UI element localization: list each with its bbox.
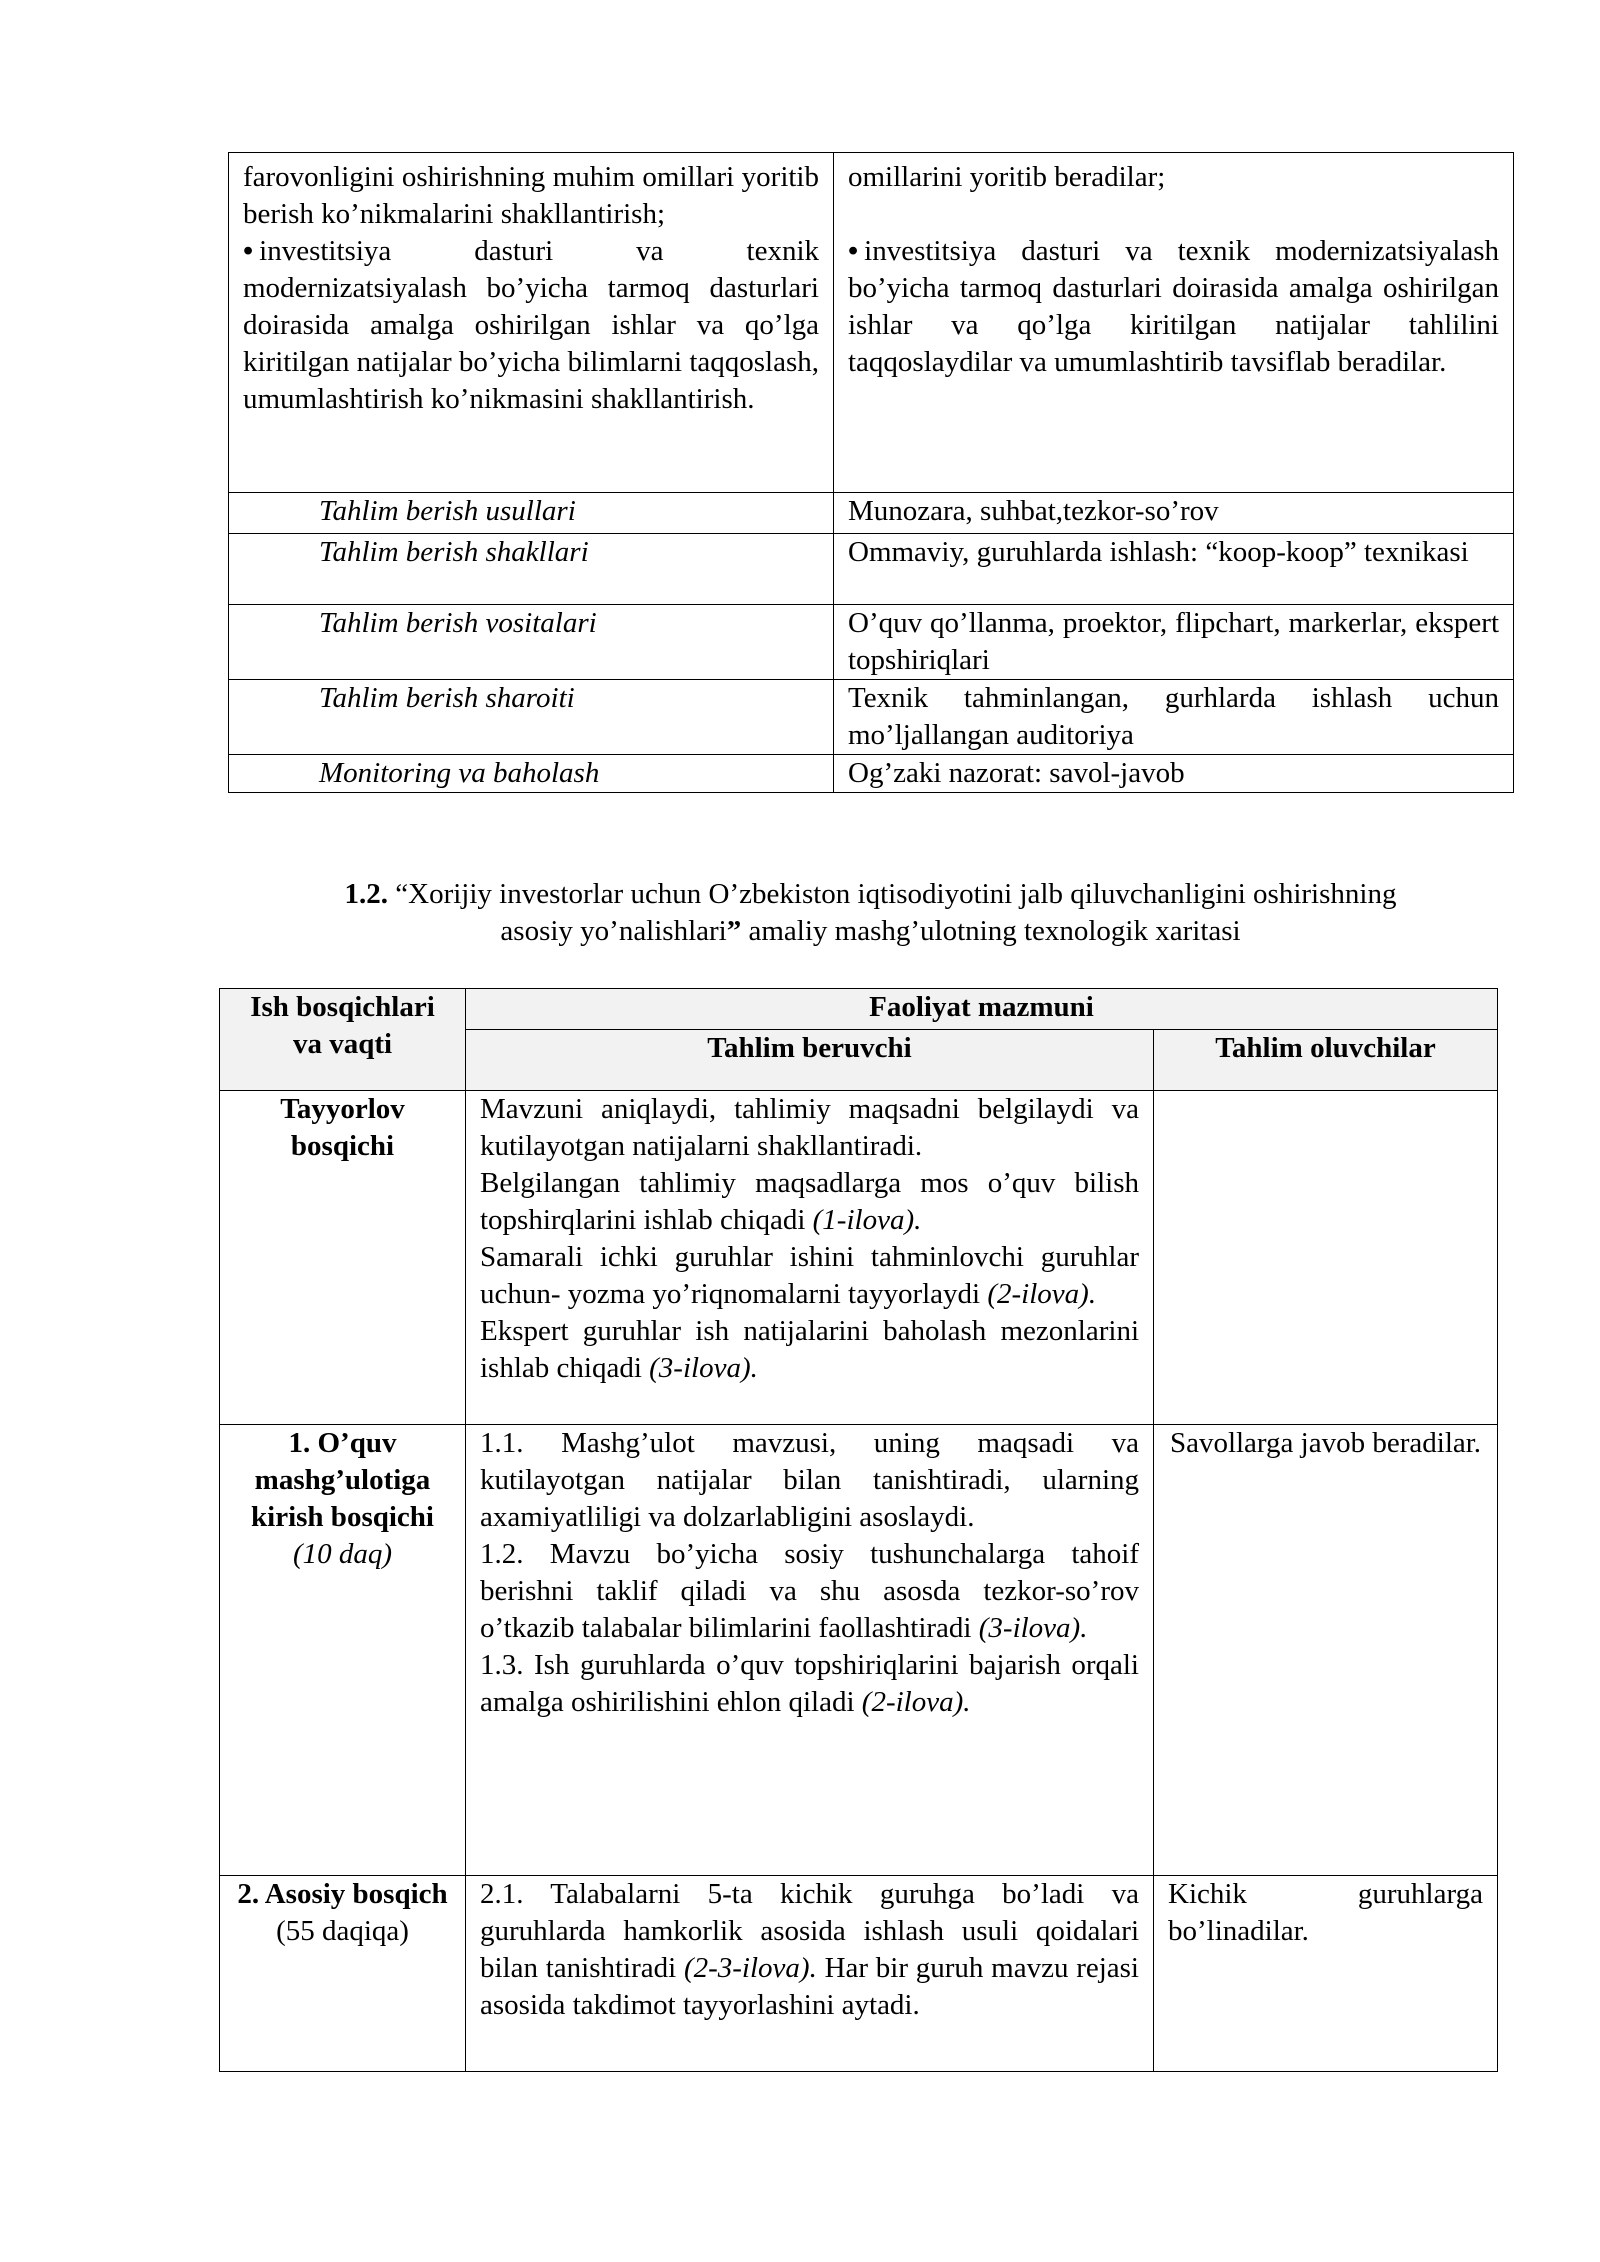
stage-teacher-cell [466,1091,1154,1425]
activity-header: Faoliyat mazmuni [466,989,1498,1030]
teacher-action: Belgilangan tahlimiy maqsadlarga mos o’quv bilish topshirqlarini ishlab chiqadi (1-ilova). [480,1167,1139,1236]
technology-map-table [219,988,1498,2072]
section-title-text-1: “Xorijiy investorlar uchun O’zbekiston iqtisodiyotini jalb qiluvchanligini oshirishning [388,878,1397,910]
stage-name-cell [220,1425,466,1876]
skills-row [229,153,1514,493]
monitoring-value: Og’zaki nazorat: savol-javob [834,755,1514,793]
stage-teacher-cell [466,1876,1154,2072]
tools-row [229,605,1514,680]
stage-students-cell: Kichik guruhlarga bo’linadilar. [1154,1876,1498,2072]
tools-value: O’quv qo’llanma, proektor, flipchart, markerlar, ekspert topshiriqlari [834,605,1514,680]
teacher-action: 2.1. Talabalarni 5-ta kichik guruhga bo’ladi va guruhlarda hamkorlik asosida ishlash usuli qoidalari bilan tanishtiradi (2-3-ilova). Har bir guruh mavzu rejasi asosida takdimot tayyorlashini aytadi. [480,1878,1139,2021]
teacher-action: Ekspert guruhlar ish natijalarini baholash mezonlarini ishlab chiqadi (3-ilova). [480,1315,1139,1384]
stage-students-cell [1154,1091,1498,1425]
stage-name-cell [220,1876,466,2072]
stage-row-main [220,1876,1498,2072]
monitoring-label: Monitoring va baholash [229,755,834,793]
students-header: Tahlim oluvchilar [1154,1030,1498,1091]
conditions-label: Tahlim berish sharoiti [229,680,834,755]
skills-teacher-cell [229,153,834,493]
skills-teacher-text-2: • investitsiya dasturi va texnik modernizatsiyalash bo’yicha tarmoq dasturlari doirasida amalga oshirilgan ishlar va qo’lga kiritilgan natijalar bo’yicha bilimlarni taqqoslash, umumlashtirish ko’nikmasini shakllantirish. [243,233,819,418]
stage-teacher-cell [466,1425,1154,1876]
skills-student-cell [834,153,1514,493]
section-title-line-2 [228,913,1513,950]
methods-label: Tahlim berish usullari [229,493,834,534]
tools-label: Tahlim berish vositalari [229,605,834,680]
methods-value: Munozara, suhbat,tezkor-so’rov [834,493,1514,534]
section-title [228,876,1513,950]
stage-row-introduction [220,1425,1498,1876]
forms-value: Ommaviy, guruhlarda ishlash: “koop-koop” texnikasi [834,534,1514,605]
section-title-line-1 [228,876,1513,913]
stage-students-cell: Savollarga javob beradilar. [1154,1425,1498,1876]
monitoring-row [229,755,1514,793]
methods-row [229,493,1514,534]
skills-student-text-1: omillarini yoritib beradilar; [848,161,1166,193]
stage-row-preparation [220,1091,1498,1425]
forms-row [229,534,1514,605]
teacher-header: Tahlim beruvchi [466,1030,1154,1091]
conditions-value: Texnik tahminlangan, gurhlarda ishlash uchun mo’ljallangan auditoriya [834,680,1514,755]
conditions-row [229,680,1514,755]
stage-time: (10 daq) [292,1538,393,1570]
section-title-quote: ” [726,915,742,947]
teacher-action: 1.2. Mavzu bo’yicha sosiy tushunchalarga tahoif berishni taklif qiladi va shu asosda tezkor-so’rov o’tkazib talabalar bilimlarini faollashtiradi (3-ilova). [480,1538,1139,1644]
stage-time: (55 daqiqa) [276,1915,409,1947]
section-number: 1.2. [344,878,389,910]
section-title-text-3: amaliy mashg’ulotning texnologik xaritasi [741,915,1241,947]
teacher-action: 1.1. Mashg’ulot mavzusi, uning maqsadi va kutilayotgan natijalar bilan tanishtiradi, ularning axamiyatliligi va dolzarlabligini asoslaydi. [480,1427,1139,1533]
stage-name: Tayyorlov bosqichi [220,1091,466,1425]
teacher-action: Mavzuni aniqlaydi, tahlimiy maqsadni belgilaydi va kutilayotgan natijalarni shakllantiradi. [480,1093,1139,1162]
skills-student-text-2: • investitsiya dasturi va texnik modernizatsiyalash bo’yicha tarmoq dasturlari doirasida amalga oshirilgan ishlar va qo’lga kiritilgan natijalar tahlilini taqqoslaydilar va umumlashtirib tavsiflab beradilar. [848,233,1499,381]
section-title-text-2: asosiy yo’nalishlari [500,915,727,947]
header-row-1 [220,989,1498,1030]
stages-header: Ish bosqichlari va vaqti [220,989,466,1091]
stage-name: 2. Asosiy bosqich [237,1878,448,1910]
forms-label: Tahlim berish shakllari [229,534,834,605]
teacher-action: 1.3. Ish guruhlarda o’quv topshiriqlarini bajarish orqali amalga oshirilishini ehlon qiladi (2-ilova). [480,1649,1139,1718]
stage-name: 1. O’quv mashg’ulotiga kirish bosqichi [251,1427,434,1533]
info-table [228,152,1514,793]
skills-teacher-text-1: farovonligini oshirishning muhim omillari yoritib berish ko’nikmalarini shakllantirish; [243,161,819,230]
teacher-action: Samarali ichki guruhlar ishini tahminlovchi guruhlar uchun- yozma yo’riqnomalarni tayyorlaydi (2-ilova). [480,1241,1139,1310]
